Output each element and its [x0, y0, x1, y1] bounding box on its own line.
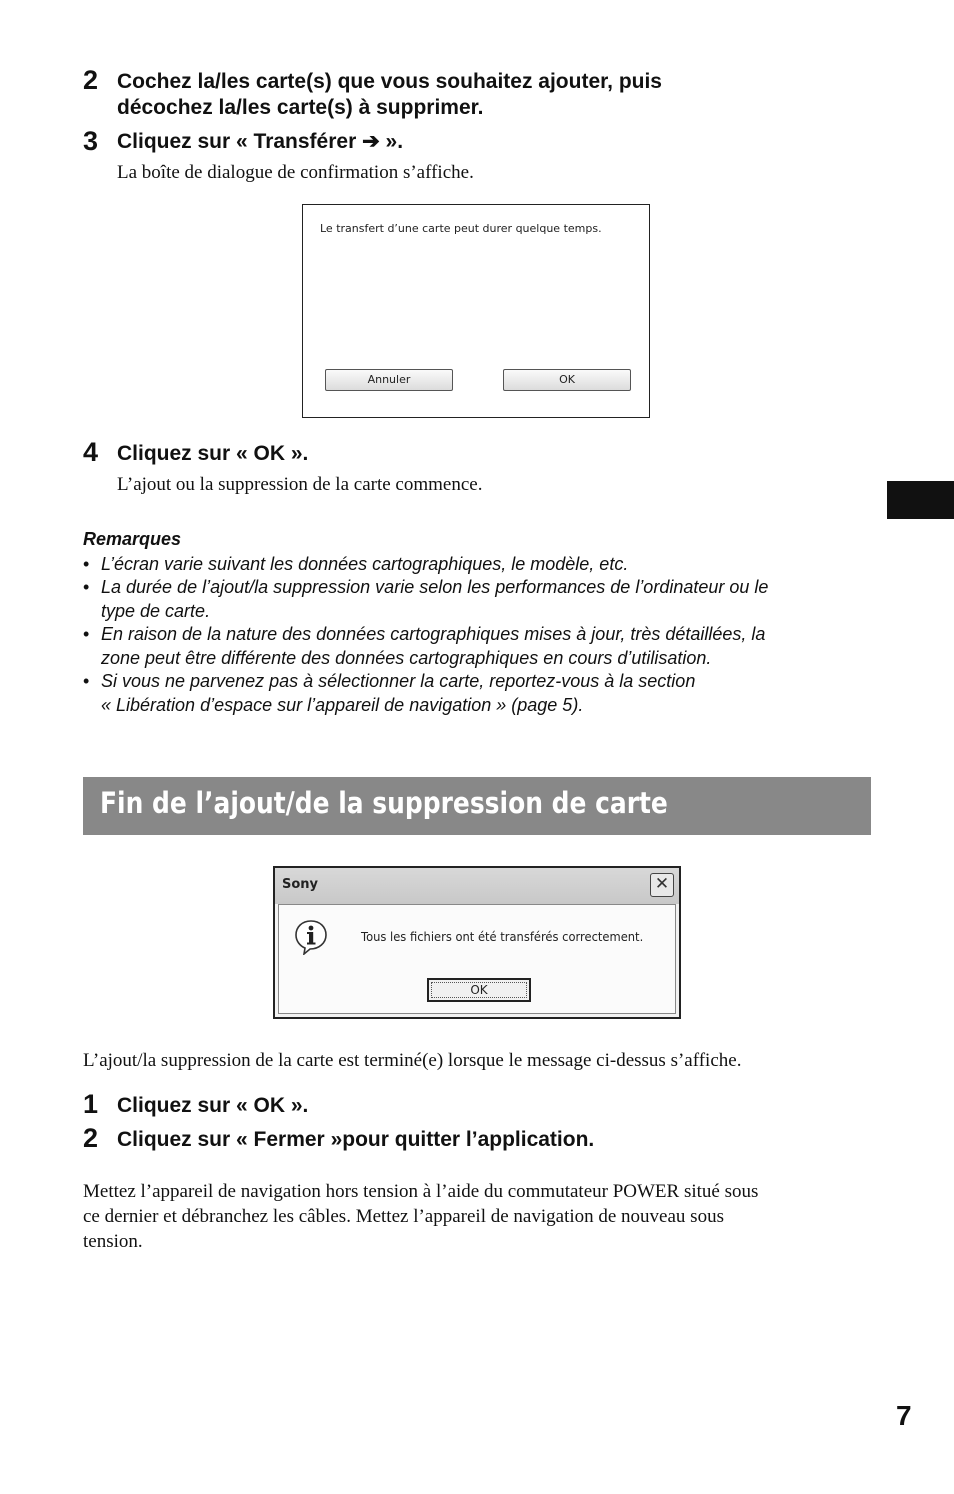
chapter-tab-marker — [887, 481, 954, 519]
step-number: 4 — [83, 437, 99, 467]
step-text-line: Cochez la/les carte(s) que vous souhaitez ajouter, puis — [117, 70, 662, 93]
section-banner — [83, 777, 871, 835]
confirm-dialog — [302, 204, 650, 418]
info-icon — [293, 919, 329, 955]
ok-button-label: OK — [470, 983, 488, 997]
step-description: L’ajout ou la suppression de la carte commence. — [117, 474, 483, 495]
paragraph-line: tension. — [83, 1231, 143, 1252]
note-text: La durée de l’ajout/la suppression varie selon les performances de l’ordinateur ou le — [101, 577, 769, 597]
note-text: En raison de la nature des données cartographiques mises à jour, très détaillées, la — [101, 624, 766, 644]
step-text-line: décochez la/les carte(s) à supprimer. — [117, 96, 484, 119]
bullet: • — [83, 554, 90, 574]
bullet: • — [83, 577, 90, 597]
dialog-title: Sony — [282, 877, 319, 892]
step-number: 2 — [83, 65, 99, 95]
step-text: Cliquez sur « OK ». — [117, 1094, 309, 1117]
bullet: • — [83, 624, 90, 644]
note-item — [83, 623, 873, 670]
note-item — [83, 576, 873, 623]
step-text — [117, 69, 662, 121]
step-description: La boîte de dialogue de confirmation s’affiche. — [117, 162, 474, 183]
dialog-body — [278, 904, 676, 1014]
dialog-message: Tous les fichiers ont été transférés correctement. — [361, 929, 644, 944]
note-text: type de carte. — [101, 600, 211, 621]
paragraph-line: Mettez l’appareil de navigation hors tension à l’aide du commutateur POWER situé sous — [83, 1181, 759, 1202]
step-text: Cliquez sur « Transférer ➔ ». — [117, 130, 404, 153]
paragraph — [83, 1179, 758, 1254]
page-number: 7 — [896, 1400, 912, 1431]
paragraph: L’ajout/la suppression de la carte est terminé(e) lorsque le message ci-dessus s’affiche. — [83, 1050, 742, 1071]
note-item — [83, 553, 873, 577]
dialog-titlebar — [275, 868, 679, 904]
note-text: zone peut être différente des données cartographiques en cours d’utilisation. — [101, 647, 712, 668]
ok-button[interactable] — [427, 978, 531, 1002]
note-text: Si vous ne parvenez pas à sélectionner la carte, reportez-vous à la section — [101, 671, 696, 691]
note-text: « Libération d’espace sur l’appareil de navigation » (page 5). — [101, 694, 584, 715]
bullet: • — [83, 671, 90, 691]
close-icon[interactable]: ✕ — [650, 873, 674, 897]
step-number: 2 — [83, 1123, 99, 1153]
focus-ring — [431, 982, 527, 998]
dialog-message: Le transfert d’une carte peut durer quelque temps. — [320, 222, 602, 235]
cancel-button[interactable]: Annuler — [325, 369, 453, 391]
step-text: Cliquez sur « Fermer »pour quitter l’application. — [117, 1128, 595, 1151]
notes-title: Remarques — [83, 529, 182, 549]
note-text: L’écran varie suivant les données cartographiques, le modèle, etc. — [101, 554, 629, 574]
step-number: 1 — [83, 1089, 99, 1119]
step-text: Cliquez sur « OK ». — [117, 442, 309, 465]
note-item — [83, 670, 873, 717]
paragraph-line: ce dernier et débranchez les câbles. Mettez l’appareil de navigation de nouveau sous — [83, 1206, 724, 1227]
completion-dialog — [273, 866, 681, 1019]
section-title: Fin de l’ajout/de la suppression de carte — [100, 786, 668, 820]
step-number: 3 — [83, 126, 99, 156]
ok-button[interactable]: OK — [503, 369, 631, 391]
